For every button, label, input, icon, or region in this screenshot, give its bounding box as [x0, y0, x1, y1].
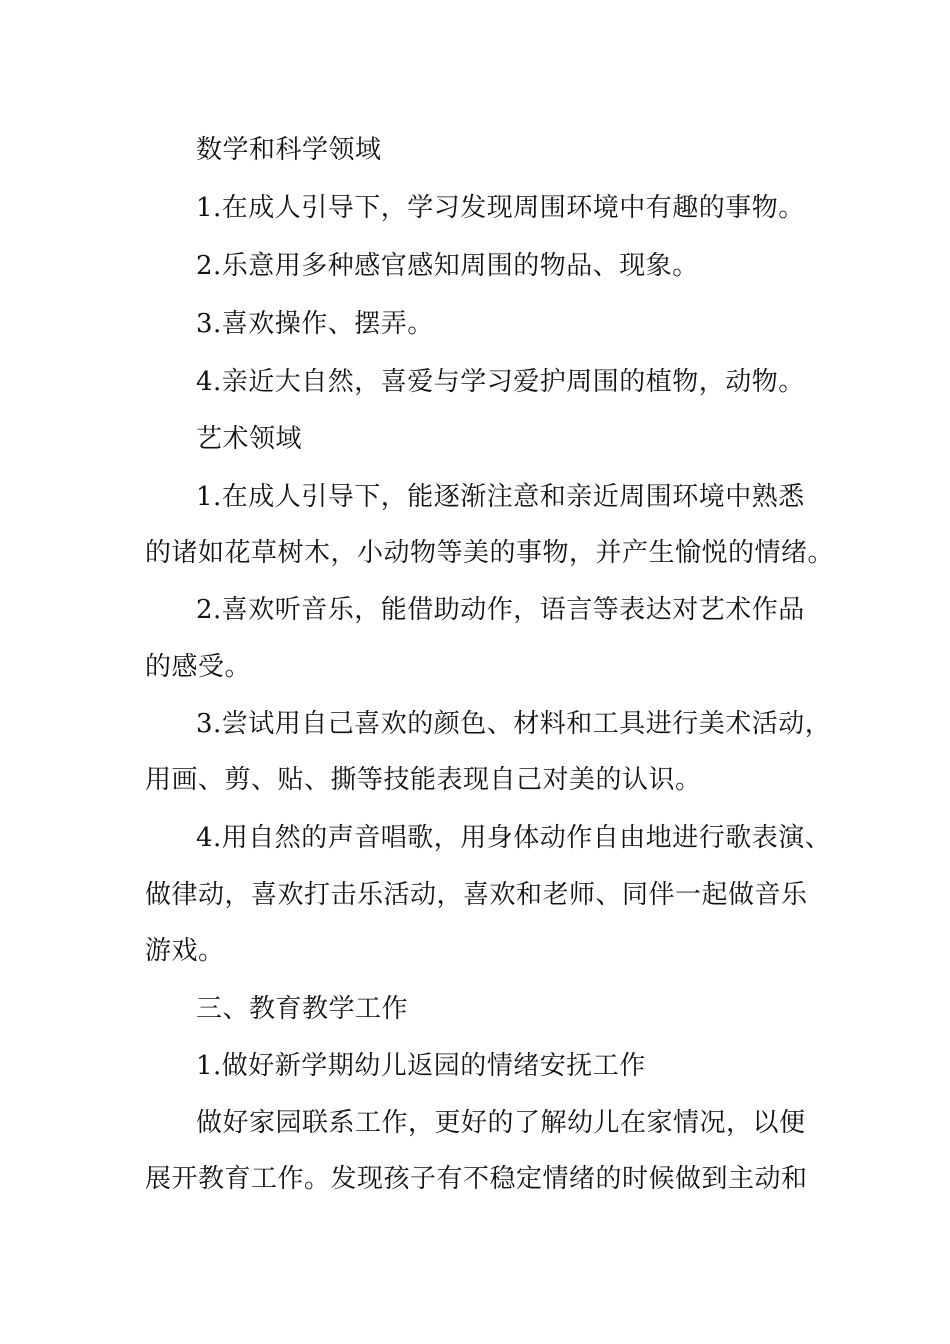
paragraph-line: 4.亲近大自然，喜爱与学习爱护周围的植物，动物。 [196, 367, 805, 397]
paragraph-line: 1.在成人引导下，能逐渐注意和亲近周围环境中熟悉 [196, 482, 805, 512]
paragraph-line: 做律动，喜欢打击乐活动，喜欢和老师、同伴一起做音乐 [145, 880, 808, 910]
paragraph-line: 3.尝试用自己喜欢的颜色、材料和工具进行美术活动， [196, 709, 832, 739]
paragraph-line: 2.乐意用多种感官感知周围的物品、现象。 [196, 251, 699, 281]
paragraph-line: 1.在成人引导下，学习发现周围环境中有趣的事物。 [196, 193, 805, 223]
paragraph-line: 用画、剪、贴、撕等技能表现自己对美的认识。 [145, 765, 702, 795]
section-heading-teaching-work: 三、教育教学工作 [196, 994, 409, 1024]
section-heading-art: 艺术领域 [196, 424, 303, 454]
paragraph-line: 做好家园联系工作，更好的了解幼儿在家情况，以便 [196, 1108, 806, 1138]
section-heading-math-science: 数学和科学领域 [196, 135, 382, 165]
paragraph-line: 的感受。 [145, 652, 252, 682]
paragraph-line: 3.喜欢操作、摆弄。 [196, 309, 434, 339]
paragraph-line: 游戏。 [145, 936, 225, 966]
paragraph-line: 展开教育工作。发现孩子有不稳定情绪的时候做到主动和 [145, 1164, 808, 1194]
paragraph-line: 4.用自然的声音唱歌，用身体动作自由地进行歌表演、 [196, 823, 832, 853]
subsection-heading: 1.做好新学期幼儿返园的情绪安抚工作 [196, 1051, 646, 1081]
paragraph-line: 的诸如花草树木，小动物等美的事物，并产生愉悦的情绪。 [145, 538, 835, 568]
paragraph-line: 2.喜欢听音乐，能借助动作，语言等表达对艺术作品 [196, 595, 805, 625]
